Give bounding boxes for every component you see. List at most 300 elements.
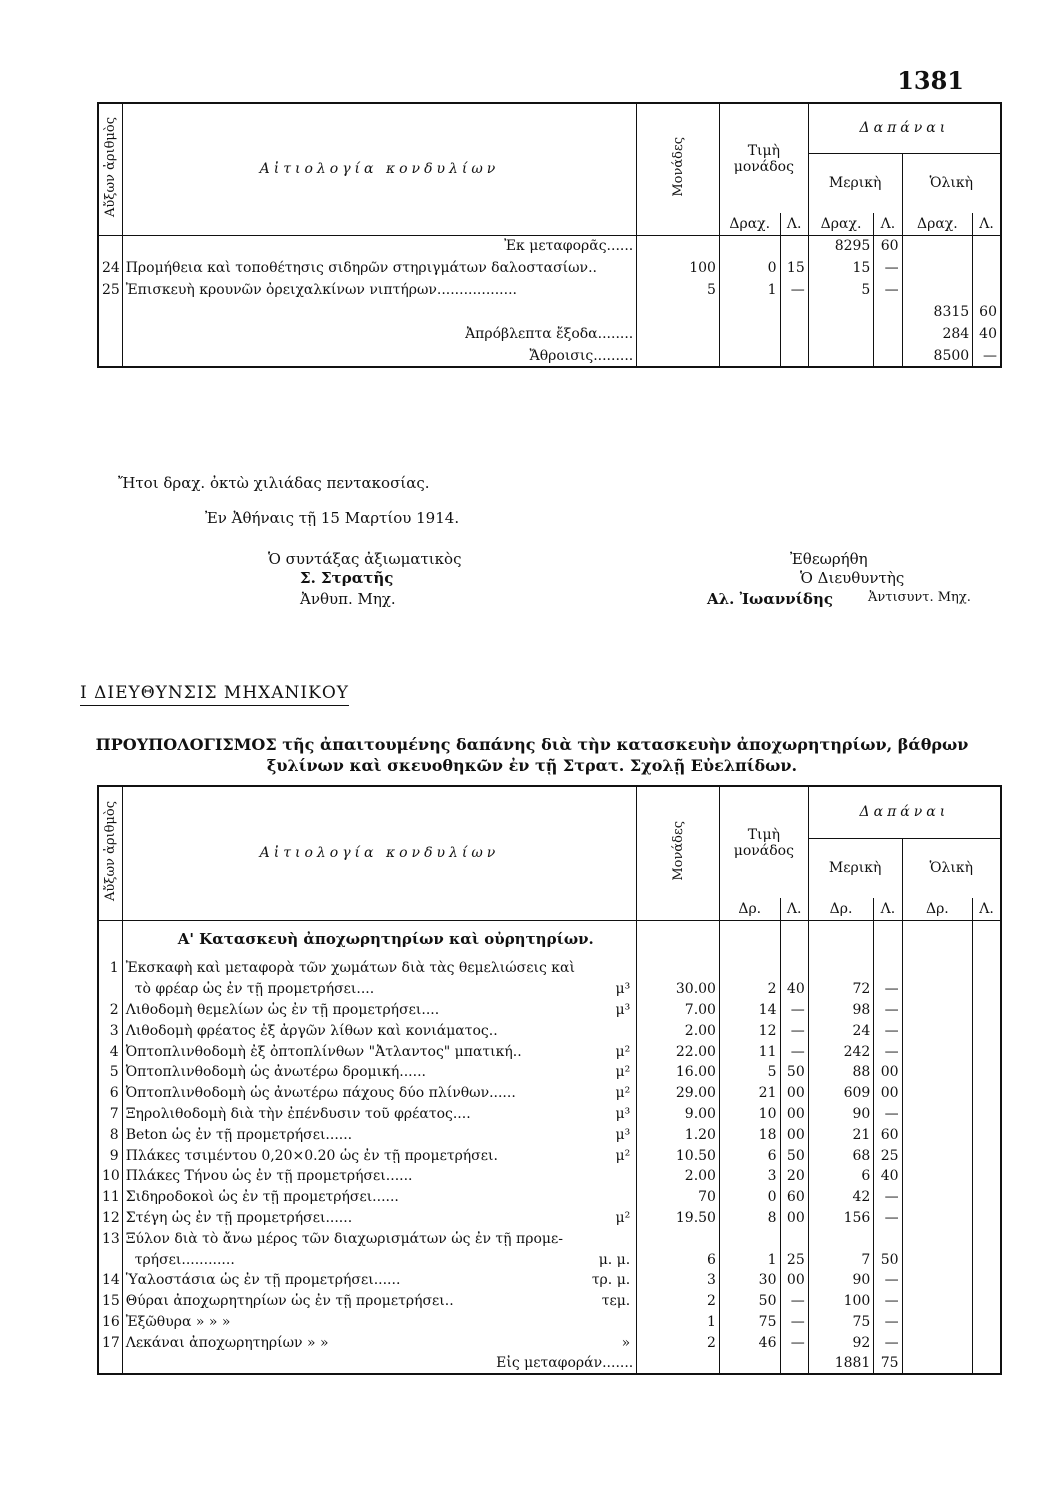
table-row xyxy=(98,257,1001,279)
partial-lepta: 50 xyxy=(874,1249,902,1270)
row-number xyxy=(98,1249,122,1270)
partial-drachmas: 90 xyxy=(808,1104,874,1125)
total-lepta xyxy=(973,958,1001,979)
partial-lepta: — xyxy=(874,1208,902,1229)
partial-lepta: — xyxy=(874,1187,902,1208)
total-lepta: 40 xyxy=(973,323,1001,345)
partial-drachmas: 609 xyxy=(808,1083,874,1104)
partial-drachmas: 15 xyxy=(808,257,874,279)
table-row xyxy=(98,1228,1001,1249)
table-row xyxy=(98,345,1001,367)
table-row xyxy=(98,1208,1001,1229)
unit-price-drachmas xyxy=(719,235,780,257)
partial-lepta xyxy=(874,301,902,323)
table-row xyxy=(98,1291,1001,1312)
partial-lepta xyxy=(874,345,902,367)
total-drachmas xyxy=(902,235,973,257)
table-row xyxy=(98,1041,1001,1062)
total-drachmas xyxy=(902,1000,973,1021)
unit-price-drachmas xyxy=(719,958,780,979)
unit-price-lepta: — xyxy=(780,1041,808,1062)
row-description xyxy=(122,1249,637,1270)
page-number: 1381 xyxy=(897,66,964,95)
total-drachmas xyxy=(902,1083,973,1104)
partial-drachmas: 68 xyxy=(808,1145,874,1166)
partial-lepta: — xyxy=(874,1291,902,1312)
row-number xyxy=(98,979,122,1000)
partial-drachmas: 156 xyxy=(808,1208,874,1229)
row-description-text: Ἐξῶθυρα » » » xyxy=(125,1313,231,1330)
unit-price-drachmas: 2 xyxy=(719,979,780,1000)
total-drachmas xyxy=(902,279,973,301)
partial-lepta: — xyxy=(874,257,902,279)
unit-price-drachmas: 3 xyxy=(719,1166,780,1187)
director-rank: Ἀντισυντ. Μηχ. xyxy=(868,590,971,605)
table1-body xyxy=(98,235,1001,367)
unit-price-lepta: — xyxy=(780,1332,808,1353)
partial-lepta: — xyxy=(874,1270,902,1291)
row-number: 5 xyxy=(109,1064,119,1081)
partial-lepta xyxy=(874,1228,902,1249)
total-header: Ὁλικὴ xyxy=(902,838,1001,898)
unit-price-drachmas: 21 xyxy=(719,1083,780,1104)
unit-price-drachmas: 0 xyxy=(719,257,780,279)
partial-drachmas: 92 xyxy=(808,1332,874,1353)
row-number: 16 xyxy=(102,1313,120,1330)
row-units: 22.00 xyxy=(637,1041,720,1062)
unit-price-lepta xyxy=(780,345,808,367)
total-drachmas xyxy=(902,1208,973,1229)
partial-drachmas: 21 xyxy=(808,1124,874,1145)
unit-price-drachmas: 50 xyxy=(719,1291,780,1312)
row-description: Ἐκ μεταφορᾶς...... xyxy=(122,235,637,257)
partial-drachmas: 6 xyxy=(808,1166,874,1187)
row-description xyxy=(122,1083,637,1104)
total-drachmas xyxy=(902,1041,973,1062)
row-units: 2 xyxy=(637,1332,720,1353)
unit-price-drachmas: 5 xyxy=(719,1062,780,1083)
row-description: Ἐπισκευὴ κρουνῶν ὀρειχαλκίνων νιπτήρων.................. xyxy=(122,279,637,301)
table-row xyxy=(98,1166,1001,1187)
row-description-text: Ξύλον διὰ τὸ ἄνω μέρος τῶν διαχωρισμάτων ὡς ἐν τῇ προμε- xyxy=(125,1230,563,1247)
row-description xyxy=(122,301,637,323)
row-description-text: τὸ φρέαρ ὡς ἐν τῇ προμετρήσει.... xyxy=(134,981,375,998)
lepta-header: Λ. xyxy=(780,213,808,235)
partial-lepta: — xyxy=(874,1312,902,1333)
drach-header: Δραχ. xyxy=(719,213,780,235)
partial-header: Μερικὴ xyxy=(808,153,902,213)
total-lepta: — xyxy=(973,345,1001,367)
unit-price-lepta: — xyxy=(780,1020,808,1041)
unit-price-drachmas: 18 xyxy=(719,1124,780,1145)
total-drachmas: 8315 xyxy=(902,301,973,323)
row-description xyxy=(122,1041,637,1062)
row-units: 7.00 xyxy=(637,1000,720,1021)
row-number: 25 xyxy=(102,282,120,298)
row-number xyxy=(98,345,122,367)
table-row xyxy=(98,979,1001,1000)
partial-drachmas xyxy=(808,1228,874,1249)
unit-price-lepta: 20 xyxy=(780,1166,808,1187)
total-header: Ὁλικὴ xyxy=(902,153,1001,213)
row-description-text: Θύραι ἀποχωρητηρίων ὡς ἐν τῇ προμετρήσει.. xyxy=(125,1293,454,1310)
row-units: 70 xyxy=(637,1187,720,1208)
row-number: 2 xyxy=(109,1001,119,1018)
row-number xyxy=(98,235,122,257)
total-drachmas xyxy=(902,1062,973,1083)
row-description-text: Λεκάναι ἀποχωρητηρίων » » xyxy=(125,1334,329,1351)
unit-price-drachmas: 8 xyxy=(719,1208,780,1229)
row-description-text: Ἐκσκαφὴ καὶ μεταφορὰ τῶν χωμάτων διὰ τὰς θεμελιώσεις καὶ xyxy=(125,960,575,977)
row-units: 100 xyxy=(637,257,720,279)
approval-mark: Ἐθεωρήθη xyxy=(790,550,868,568)
total-drachmas xyxy=(902,1187,973,1208)
row-description xyxy=(122,1270,637,1291)
unit-price-drachmas: 1 xyxy=(719,279,780,301)
total-lepta: 60 xyxy=(973,301,1001,323)
row-number xyxy=(98,301,122,323)
expense-table-2 xyxy=(97,785,1002,1375)
total-drachmas xyxy=(902,1312,973,1333)
row-number: 13 xyxy=(102,1230,120,1247)
row-units: 3 xyxy=(637,1270,720,1291)
row-units: 29.00 xyxy=(637,1083,720,1104)
unit-price-lepta: 00 xyxy=(780,1208,808,1229)
row-units: 2 xyxy=(637,1291,720,1312)
lepta-header: Λ. xyxy=(780,898,808,920)
unit-price-lepta xyxy=(780,1353,808,1374)
total-lepta xyxy=(973,1312,1001,1333)
partial-drachmas: 24 xyxy=(808,1020,874,1041)
drach-header: Δρ. xyxy=(719,898,780,920)
row-measure-unit: μ³ xyxy=(615,1105,631,1122)
row-measure-unit: τρ. μ. xyxy=(591,1272,631,1289)
row-measure-unit: τεμ. xyxy=(601,1293,631,1310)
total-drachmas xyxy=(902,1166,973,1187)
unit-price-lepta xyxy=(780,1228,808,1249)
partial-drachmas: 90 xyxy=(808,1270,874,1291)
author-rank: Ἀνθυπ. Μηχ. xyxy=(300,590,396,608)
table-row xyxy=(98,301,1001,323)
unit-price-header: Τιμὴ μονάδος xyxy=(719,786,808,898)
row-description-text: Λιθοδομὴ θεμελίων ὡς ἐν τῇ προμετρήσει.... xyxy=(125,1001,440,1018)
partial-lepta: 00 xyxy=(874,1083,902,1104)
author-name: Σ. Στρατῆς xyxy=(300,569,394,587)
table-row xyxy=(98,1020,1001,1041)
row-number: 17 xyxy=(102,1334,120,1351)
row-description-text: Λιθοδομὴ φρέατος ἐξ ἀργῶν λίθων καὶ κονιάματος.. xyxy=(125,1022,498,1039)
row-measure-unit: μ² xyxy=(615,1209,631,1226)
total-drachmas xyxy=(902,1020,973,1041)
total-drachmas xyxy=(902,1104,973,1125)
serial-number-header: Αὔξων ἀριθμὸς xyxy=(98,786,122,920)
table-row xyxy=(98,1000,1001,1021)
row-description xyxy=(122,1312,637,1333)
total-lepta xyxy=(973,1228,1001,1249)
row-description xyxy=(122,1332,637,1353)
total-lepta xyxy=(973,1270,1001,1291)
partial-header: Μερικὴ xyxy=(808,838,902,898)
row-number xyxy=(98,1353,122,1374)
row-number: 8 xyxy=(109,1126,119,1143)
expenses-header: Δαπάναι xyxy=(808,786,1001,838)
partial-lepta: 60 xyxy=(874,235,902,257)
row-description xyxy=(122,958,637,979)
table-row xyxy=(98,1145,1001,1166)
table-row xyxy=(98,1124,1001,1145)
table-row xyxy=(98,1187,1001,1208)
partial-lepta: 25 xyxy=(874,1145,902,1166)
row-description xyxy=(122,1124,637,1145)
row-description xyxy=(122,1187,637,1208)
row-units: 5 xyxy=(637,279,720,301)
total-lepta xyxy=(973,1000,1001,1021)
partial-drachmas: 98 xyxy=(808,1000,874,1021)
description-header: Αἰτιολογία κονδυλίων xyxy=(122,786,637,920)
partial-drachmas: 72 xyxy=(808,979,874,1000)
row-number xyxy=(98,323,122,345)
unit-price-lepta: 00 xyxy=(780,1083,808,1104)
total-lepta xyxy=(973,1062,1001,1083)
unit-price-lepta: 15 xyxy=(780,257,808,279)
unit-price-drachmas: 1 xyxy=(719,1249,780,1270)
row-number: 10 xyxy=(102,1168,120,1185)
partial-lepta: 60 xyxy=(874,1124,902,1145)
total-drachmas xyxy=(902,1291,973,1312)
unit-price-drachmas: 12 xyxy=(719,1020,780,1041)
table-row xyxy=(98,1062,1001,1083)
lepta-header: Λ. xyxy=(973,213,1001,235)
row-description xyxy=(122,1228,637,1249)
row-measure-unit: μ² xyxy=(615,1064,631,1081)
row-measure-unit: μ. μ. xyxy=(598,1251,631,1268)
row-description xyxy=(122,1020,637,1041)
row-units xyxy=(637,301,720,323)
row-units xyxy=(637,345,720,367)
unit-price-lepta: — xyxy=(780,1312,808,1333)
table2-body xyxy=(98,958,1001,1374)
partial-drachmas xyxy=(808,301,874,323)
partial-drachmas: 75 xyxy=(808,1312,874,1333)
total-lepta xyxy=(973,279,1001,301)
unit-price-lepta: 00 xyxy=(780,1124,808,1145)
lepta-header: Λ. xyxy=(973,898,1001,920)
unit-price-drachmas: 46 xyxy=(719,1332,780,1353)
director-role: Ὁ Διευθυντὴς xyxy=(800,569,905,587)
partial-drachmas: 8295 xyxy=(808,235,874,257)
unit-price-lepta: 50 xyxy=(780,1145,808,1166)
partial-drachmas: 42 xyxy=(808,1187,874,1208)
partial-drachmas: 1881 xyxy=(808,1353,874,1374)
total-lepta xyxy=(973,1145,1001,1166)
total-lepta xyxy=(973,979,1001,1000)
row-measure-unit: μ³ xyxy=(615,1001,631,1018)
row-description-text: Σιδηροδοκοὶ ὡς ἐν τῇ προμετρήσει...... xyxy=(125,1189,399,1206)
director-name: Αλ. Ἰωαννίδης xyxy=(707,590,833,608)
row-number: 3 xyxy=(109,1022,119,1039)
table-row xyxy=(98,235,1001,257)
total-lepta xyxy=(973,257,1001,279)
unit-price-lepta: — xyxy=(780,1291,808,1312)
total-drachmas xyxy=(902,958,973,979)
partial-drachmas: 100 xyxy=(808,1291,874,1312)
row-description-text: Ξηρολιθοδομὴ διὰ τὴν ἐπένδυσιν τοῦ φρέατος.... xyxy=(125,1105,471,1122)
table-row xyxy=(98,1104,1001,1125)
row-units: 1 xyxy=(637,1312,720,1333)
section-title: Ι ΔΙΕΥΘΥΝΣΙΣ ΜΗΧΑΝΙΚΟΥ xyxy=(80,683,349,706)
row-description xyxy=(122,1353,637,1374)
row-description: Ἀπρόβλεπτα ἔξοδα........ xyxy=(122,323,637,345)
row-description xyxy=(122,1145,637,1166)
row-description-text: Πλάκες τσιμέντου 0,20×0.20 ὡς ἐν τῇ προμετρήσει. xyxy=(125,1147,498,1164)
expenses-header: Δαπάναι xyxy=(808,103,1001,153)
total-drachmas xyxy=(902,1332,973,1353)
total-drachmas: 8500 xyxy=(902,345,973,367)
table-row xyxy=(98,1270,1001,1291)
partial-drachmas: 5 xyxy=(808,279,874,301)
row-description-text: Ὀπτοπλινθοδομὴ ὡς ἀνωτέρω δρομική...... xyxy=(125,1064,426,1081)
table-row xyxy=(98,1312,1001,1333)
row-number: 14 xyxy=(102,1272,120,1289)
total-lepta xyxy=(973,1083,1001,1104)
partial-drachmas: 242 xyxy=(808,1041,874,1062)
table-row xyxy=(98,1353,1001,1374)
partial-lepta: — xyxy=(874,1020,902,1041)
row-description xyxy=(122,979,637,1000)
total-drachmas xyxy=(902,1124,973,1145)
row-description-text: Ὀπτοπλινθοδομὴ ὡς ἀνωτέρω πάχους δύο πλίνθων...... xyxy=(125,1085,516,1102)
row-description: Ἄθροισις......... xyxy=(122,345,637,367)
unit-price-drachmas: 30 xyxy=(719,1270,780,1291)
unit-price-lepta: 60 xyxy=(780,1187,808,1208)
unit-price-lepta xyxy=(780,301,808,323)
table2-subheading: Α' Κατασκευὴ ἀποχωρητηρίων καὶ οὐρητηρίων. xyxy=(122,920,637,958)
row-measure-unit: μ² xyxy=(615,1043,631,1060)
total-lepta xyxy=(973,1166,1001,1187)
row-units: 9.00 xyxy=(637,1104,720,1125)
date-line: Ἐν Ἀθήναις τῇ 15 Μαρτίου 1914. xyxy=(205,509,460,527)
row-number: 4 xyxy=(109,1043,119,1060)
total-drachmas: 284 xyxy=(902,323,973,345)
partial-lepta: — xyxy=(874,1000,902,1021)
partial-drachmas xyxy=(808,323,874,345)
lepta-header: Λ. xyxy=(874,213,902,235)
unit-price-drachmas xyxy=(719,323,780,345)
total-lepta xyxy=(973,1041,1001,1062)
partial-lepta: — xyxy=(874,1041,902,1062)
partial-lepta: — xyxy=(874,279,902,301)
drach-header: Δραχ. xyxy=(808,213,874,235)
row-description-text: Beton ὡς ἐν τῇ προμετρήσει...... xyxy=(125,1126,353,1143)
row-number: 1 xyxy=(109,960,119,977)
total-lepta xyxy=(973,1020,1001,1041)
total-lepta xyxy=(973,1291,1001,1312)
total-drachmas xyxy=(902,257,973,279)
row-description xyxy=(122,1291,637,1312)
unit-price-lepta: — xyxy=(780,279,808,301)
total-drachmas xyxy=(902,979,973,1000)
row-units xyxy=(637,323,720,345)
total-lepta xyxy=(973,1332,1001,1353)
row-number: 15 xyxy=(102,1293,120,1310)
drach-header: Δρ. xyxy=(808,898,874,920)
row-units: 16.00 xyxy=(637,1062,720,1083)
row-number: 6 xyxy=(109,1085,119,1102)
unit-price-drachmas: 14 xyxy=(719,1000,780,1021)
row-units xyxy=(637,235,720,257)
table-row xyxy=(98,323,1001,345)
total-lepta xyxy=(973,1104,1001,1125)
partial-lepta: — xyxy=(874,1104,902,1125)
partial-lepta xyxy=(874,323,902,345)
description-header: Αἰτιολογία κονδυλίων xyxy=(122,103,637,235)
partial-lepta: 40 xyxy=(874,1166,902,1187)
row-units: 1.20 xyxy=(637,1124,720,1145)
partial-drachmas: 7 xyxy=(808,1249,874,1270)
table-row xyxy=(98,1332,1001,1353)
row-number: 12 xyxy=(102,1209,120,1226)
budget-heading-line-1: ΠΡΟΥΠΟΛΟΓΙΣΜΟΣ τῆς ἀπαιτουμένης δαπάνης διὰ τὴν κατασκευὴν ἀποχωρητηρίων, βάθρων xyxy=(95,735,969,754)
row-units: 2.00 xyxy=(637,1166,720,1187)
row-description-text: τρήσει............ xyxy=(134,1251,235,1268)
units-header: Μονάδες xyxy=(637,103,720,235)
author-role: Ὁ συντάξας ἀξιωματικὸς xyxy=(268,550,462,568)
unit-price-drachmas: 10 xyxy=(719,1104,780,1125)
row-number: 9 xyxy=(109,1147,119,1164)
row-measure-unit: μ³ xyxy=(615,1126,631,1143)
row-description: Προμήθεια καὶ τοποθέτησις σιδηρῶν στηριγμάτων δαλοστασίων.. xyxy=(122,257,637,279)
unit-price-drachmas xyxy=(719,1228,780,1249)
unit-price-drachmas: 11 xyxy=(719,1041,780,1062)
unit-price-lepta xyxy=(780,323,808,345)
partial-lepta: 75 xyxy=(874,1353,902,1374)
unit-price-lepta: 50 xyxy=(780,1062,808,1083)
total-lepta xyxy=(973,1187,1001,1208)
partial-lepta: — xyxy=(874,1332,902,1353)
partial-lepta: 00 xyxy=(874,1062,902,1083)
table-row xyxy=(98,279,1001,301)
row-units: 2.00 xyxy=(637,1020,720,1041)
unit-price-lepta: 00 xyxy=(780,1104,808,1125)
table-row xyxy=(98,958,1001,979)
unit-price-lepta xyxy=(780,235,808,257)
row-description-text: Πλάκες Τήνου ὡς ἐν τῇ προμετρήσει...... xyxy=(125,1168,413,1185)
row-number: 24 xyxy=(102,260,120,276)
serial-number-header: Αὔξων ἀριθμὸς xyxy=(98,103,122,235)
unit-price-drachmas xyxy=(719,345,780,367)
row-description xyxy=(122,1166,637,1187)
total-lepta xyxy=(973,235,1001,257)
amount-in-words: Ἤτοι δραχ. ὀκτὼ χιλιάδας πεντακοσίας. xyxy=(118,474,430,492)
row-description xyxy=(122,1000,637,1021)
table-row xyxy=(98,1083,1001,1104)
total-drachmas xyxy=(902,1249,973,1270)
unit-price-drachmas: 6 xyxy=(719,1145,780,1166)
total-drachmas xyxy=(902,1353,973,1374)
partial-lepta xyxy=(874,958,902,979)
units-header: Μονάδες xyxy=(637,786,720,920)
unit-price-drachmas xyxy=(719,1353,780,1374)
unit-price-drachmas: 75 xyxy=(719,1312,780,1333)
unit-price-lepta: — xyxy=(780,1000,808,1021)
unit-price-lepta xyxy=(780,958,808,979)
unit-price-lepta: 00 xyxy=(780,1270,808,1291)
row-measure-unit: μ² xyxy=(615,1085,631,1102)
partial-drachmas xyxy=(808,345,874,367)
drach-header: Δρ. xyxy=(902,898,973,920)
row-measure-unit: μ² xyxy=(615,1147,631,1164)
total-drachmas xyxy=(902,1270,973,1291)
